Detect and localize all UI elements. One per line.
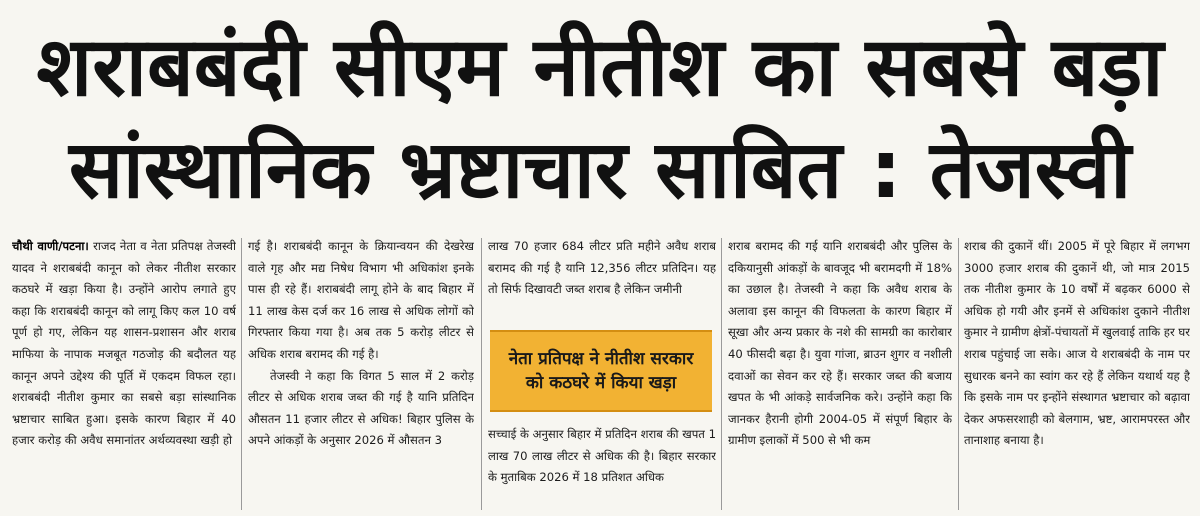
column-5-paragraph: शराब की दुकानें थीं। 2005 में पूरे बिहार में लगभग 3000 हजार शराब की दुकानें थी, जो मात्र 2015 तक नीतीश कुमार के 10 वर्षों में बढ़कर 6000 से अधिक हो गयी और इनमें से अधिकांश दुकाने नीतीश कुमार ने ग्रामीण क्षेत्रों-पंचायतों में खुलवाई ताकि हर घर शराब पहुंचाई जा सके। आज ये शराबबंदी के नाम पर सुधारक बनने का स्वांग कर रहे हैं लेकिन यथार्थ यह है कि इसके नाम पर इन्होंने संस्थागत भ्रष्टाचार को बढ़ावा देकर अफसरशाही को बेलगाम, भ्रष्ट, आरामपरस्त और तानाशाह बनाया है। <box>964 239 1190 448</box>
column-2-paragraph-1: गई है। शराबबंदी कानून के क्रियान्वयन की देखरेख वाले गृह और मद्य निषेध विभाग भी अधिकांश इनके पास ही रहे हैं। शराबबंदी लागू होने के बाद बिहार में 11 लाख केस दर्ज कर 16 लाख से अधिक लोगों को गिरफ्तार किया गया है। अब तक 5 करोड़ लीटर से अधिक शराब बरामद की गई है। <box>248 239 474 361</box>
article-column-2 <box>248 236 474 512</box>
column-4-paragraph: शराब बरामद की गई यानि शराबबंदी और पुलिस के दकियानुसी आंकड़ों के बावजूद भी बरामदगी में 18% का उछाल है। तेजस्वी ने कहा कि अवैध शराब के अलावा इस कानून की विफलता के कारण बिहार में सूखा और अन्य प्रकार के नशे की सामग्री का कारोबार 40 फीसदी बढ़ा है। युवा गांजा, ब्राउन शुगर व नशीली दवाओं का सेवन कर रहे हैं। सरकार जब्त की बजाय खपत के भी आंकड़े सार्वजनिक करे। उन्होंने कहा कि जानकर हैरानी होगी 2004-05 में संपूर्ण बिहार के ग्रामीण इलाकों में 500 से भी कम <box>728 239 952 448</box>
article-column-3-bottom: सच्चाई के अनुसार बिहार में प्रतिदिन शराब की खपत 1 लाख 70 लाख लीटर से अधिक की है। बिहार सरकार के मुताबिक 2026 में 18 प्रतिशत अधिक <box>488 427 716 485</box>
headline-line-1: शराबबंदी सीएम नीतीश का सबसे बड़ा <box>36 20 1164 115</box>
article-column-5 <box>964 236 1190 512</box>
article-column-3-top: लाख 70 हजार 684 लीटर प्रति महीने अवैध शराब बरामद की गई है यानि 12,356 लीटर प्रतिदिन। यह तो सिर्फ दिखावटी जब्त शराब है लेकिन जमीनी <box>488 239 716 297</box>
column-divider <box>481 238 482 510</box>
article-column-4 <box>728 236 952 512</box>
column-divider <box>958 238 959 510</box>
byline: चौथी वाणी/पटना। <box>12 239 89 253</box>
pull-quote: नेता प्रतिपक्ष ने नीतीश सरकार को कठघरे में किया खड़ा <box>490 330 712 412</box>
headline-line-2: सांस्थानिक भ्रष्टाचार साबित : तेजस्वी <box>68 123 1132 216</box>
column-1-paragraph: राजद नेता व नेता प्रतिपक्ष तेजस्वी यादव ने शराबबंदी कानून को लेकर नीतीश सरकार कठघरे में खड़ा किया है। उन्होंने आरोप लगाते हुए कहा कि शराबबंदी कानून को लागू किए कल 10 वर्ष पूर्ण हो गए, लेकिन यह शासन-प्रशासन और शराब माफिया के नापाक मजबूत गठजोड़ की बदौलत यह कानून अपने उद्देश्य की पूर्ति में एकदम विफल रहा। शराबबंदी नीतीश कुमार का सबसे बड़ा सांस्थानिक भ्रष्टाचार साबित हुआ। इसके कारण बिहार में 40 हजार करोड़ की अवैध समानांतर अर्थव्यवस्था खड़ी हो <box>12 239 236 448</box>
article-column-1 <box>12 236 236 512</box>
column-divider <box>241 238 242 510</box>
column-divider <box>721 238 722 510</box>
column-2-paragraph-2: तेजस्वी ने कहा कि विगत 5 साल में 2 करोड़ लीटर से अधिक शराब जब्त की गई है यानि प्रतिदिन औसतन 11 हजार लीटर से अधिक! बिहार पुलिस के अपने आंकड़ों के अनुसार 2026 में औसतन 3 <box>248 368 474 448</box>
